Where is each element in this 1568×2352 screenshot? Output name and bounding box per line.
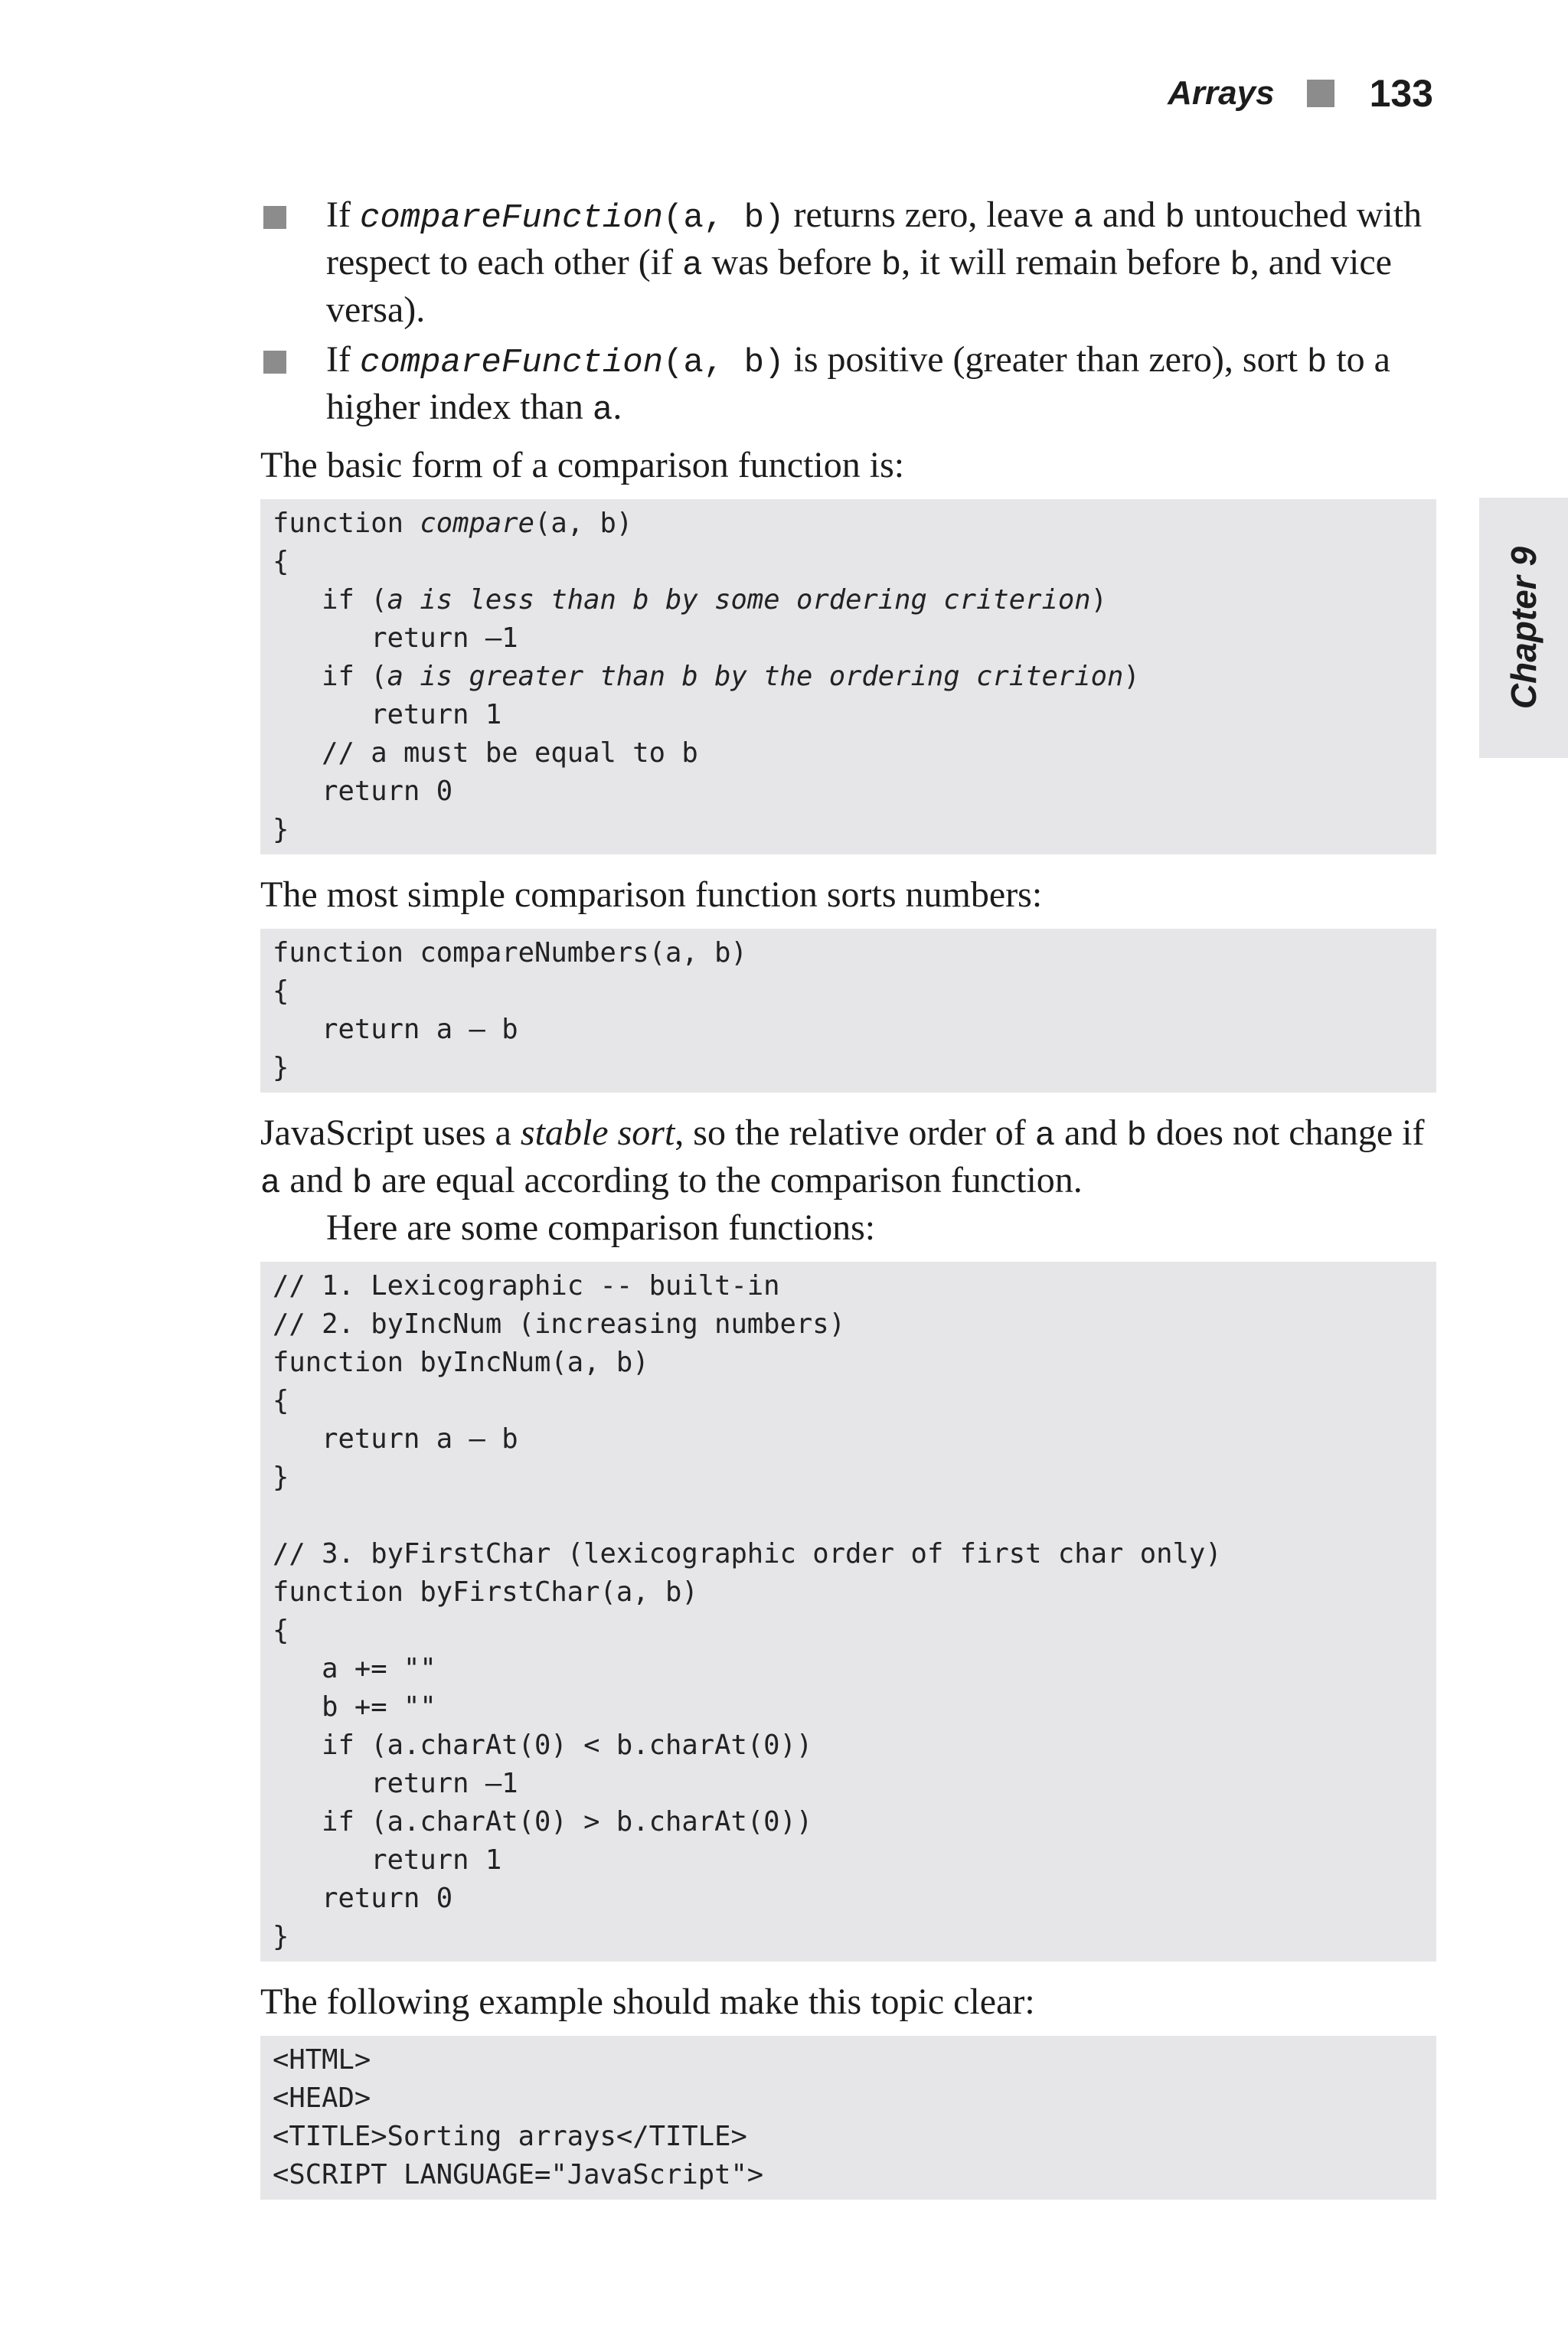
- code-segment: return –1: [273, 622, 518, 654]
- code-line: return a – b: [273, 1014, 518, 1045]
- code-line: {: [273, 1385, 289, 1416]
- code-line: <HTML>: [273, 2044, 371, 2076]
- code-segment: if (: [273, 661, 387, 692]
- bullet-text: , and vice versa).: [326, 242, 1392, 330]
- running-header: [1168, 70, 1433, 116]
- code-line: return a – b: [273, 1423, 518, 1455]
- paragraph-text: and: [1055, 1112, 1127, 1153]
- code-line: [273, 543, 1436, 581]
- bullet-text: is positive (greater than zero), sort: [784, 339, 1307, 380]
- bullet-text: compareFunction: [359, 199, 664, 237]
- code-line: if (a.charAt(0) < b.charAt(0)): [273, 1730, 813, 1761]
- bullet-text: untouched with respect to each other (if: [326, 194, 1423, 283]
- bullet-text: (a, b): [663, 199, 785, 237]
- bullet-list: [260, 193, 1436, 433]
- code-line: if (a.charAt(0) > b.charAt(0)): [273, 1806, 813, 1838]
- code-line: b += "": [273, 1691, 436, 1723]
- code-line: // 1. Lexicographic -- built-in: [273, 1270, 780, 1302]
- code-line: return 1: [273, 1844, 502, 1876]
- code-segment: return 0: [273, 776, 453, 807]
- code-segment: if (: [273, 584, 387, 616]
- section-title: Arrays: [1168, 74, 1275, 112]
- code-line: [273, 1497, 1436, 1535]
- code-line: [273, 811, 1436, 849]
- paragraph-text: JavaScript uses a: [260, 1112, 521, 1153]
- code-line: [273, 696, 1436, 734]
- code-line: }: [273, 1052, 289, 1083]
- paragraph-simple: The most simple comparison function sorts numbers:: [260, 874, 1043, 915]
- bullet-text: .: [612, 387, 622, 427]
- code-block-compare-numbers: [260, 929, 1436, 1093]
- code-block-basic-form: [260, 499, 1436, 854]
- bullet-text: to a higher index than: [326, 339, 1390, 427]
- code-line: return 0: [273, 1883, 453, 1914]
- page-content: [260, 193, 1436, 2218]
- code-segment: (a, b): [534, 508, 633, 539]
- bullet-text: a: [592, 391, 613, 430]
- code-line: {: [273, 975, 289, 1007]
- bullet-text: If: [326, 339, 360, 380]
- paragraph-text: a: [1034, 1117, 1056, 1155]
- bullet-item: [260, 338, 1436, 433]
- code-segment: // a must be equal to b: [273, 737, 698, 769]
- chapter-tab-label: Chapter 9: [1504, 546, 1544, 710]
- bullet-text: a: [1073, 199, 1094, 237]
- paragraph-stable-sort: [260, 1111, 1436, 1206]
- code-segment: ): [1090, 584, 1108, 616]
- code-segment: a is less than b by some ordering criterion: [387, 584, 1091, 616]
- bullet-text: If: [326, 194, 360, 235]
- bullet-text: (a, b): [663, 344, 785, 382]
- paragraph-example: The following example should make this topic clear:: [260, 1981, 1035, 2022]
- code-line: a += "": [273, 1653, 436, 1684]
- code-line: {: [273, 1615, 289, 1646]
- code-segment: }: [273, 814, 289, 845]
- paragraph-text: b: [1126, 1117, 1147, 1155]
- code-line: function byIncNum(a, b): [273, 1347, 649, 1378]
- bullet-text: returns zero, leave: [784, 194, 1073, 235]
- bullet-text: b: [880, 247, 902, 285]
- code-line: [273, 505, 1436, 543]
- bullet-square-icon: [263, 351, 286, 374]
- code-line: [273, 619, 1436, 658]
- bullet-text: compareFunction: [359, 344, 664, 382]
- code-line: }: [273, 1462, 289, 1493]
- chapter-tab: [1479, 498, 1568, 758]
- bullet-text: was before: [702, 242, 881, 283]
- code-block-example: [260, 2036, 1436, 2200]
- paragraph-text: and: [280, 1160, 352, 1200]
- code-segment: ): [1123, 661, 1140, 692]
- bullet-text: b: [1230, 247, 1250, 285]
- bullet-text: b: [1306, 344, 1328, 382]
- page-number: 133: [1369, 72, 1433, 115]
- bullet-text: a: [682, 247, 703, 285]
- code-segment: {: [273, 546, 289, 577]
- code-segment: function: [273, 508, 420, 539]
- code-line: // 3. byFirstChar (lexicographic order of first char only): [273, 1538, 1222, 1570]
- code-line: <HEAD>: [273, 2082, 371, 2114]
- code-line: // 2. byIncNum (increasing numbers): [273, 1308, 846, 1340]
- code-block-comparison-functions: [260, 1262, 1436, 1962]
- code-line: function byFirstChar(a, b): [273, 1576, 698, 1608]
- paragraph-text: stable sort: [520, 1112, 675, 1153]
- code-line: [273, 734, 1436, 773]
- paragraph-text: a: [260, 1165, 281, 1203]
- code-line: <TITLE>Sorting arrays</TITLE>: [273, 2121, 747, 2152]
- code-segment: compare: [420, 508, 534, 539]
- code-segment: a is greater than b by the ordering criterion: [387, 661, 1124, 692]
- code-line: [273, 773, 1436, 811]
- code-line: <SCRIPT LANGUAGE="JavaScript">: [273, 2159, 764, 2190]
- code-line: function compareNumbers(a, b): [273, 937, 747, 969]
- bullet-square-icon: [263, 206, 286, 229]
- paragraph-basic-form: The basic form of a comparison function is:: [260, 445, 905, 485]
- paragraph-some-functions: Here are some comparison functions:: [326, 1207, 876, 1248]
- code-line: }: [273, 1921, 289, 1952]
- bullet-item: [260, 193, 1436, 332]
- bullet-text: b: [1165, 199, 1185, 237]
- code-line: return –1: [273, 1768, 518, 1799]
- header-square-icon: [1307, 80, 1334, 107]
- paragraph-text: does not change if: [1146, 1112, 1425, 1153]
- code-line: [273, 658, 1436, 696]
- paragraph-text: b: [351, 1165, 373, 1203]
- bullet-text: and: [1093, 194, 1165, 235]
- paragraph-text: , so the relative order of: [675, 1112, 1035, 1153]
- paragraph-text: are equal according to the comparison function.: [372, 1160, 1083, 1200]
- code-line: [273, 581, 1436, 619]
- bullet-text: , it will remain before: [901, 242, 1230, 283]
- code-segment: return 1: [273, 699, 502, 730]
